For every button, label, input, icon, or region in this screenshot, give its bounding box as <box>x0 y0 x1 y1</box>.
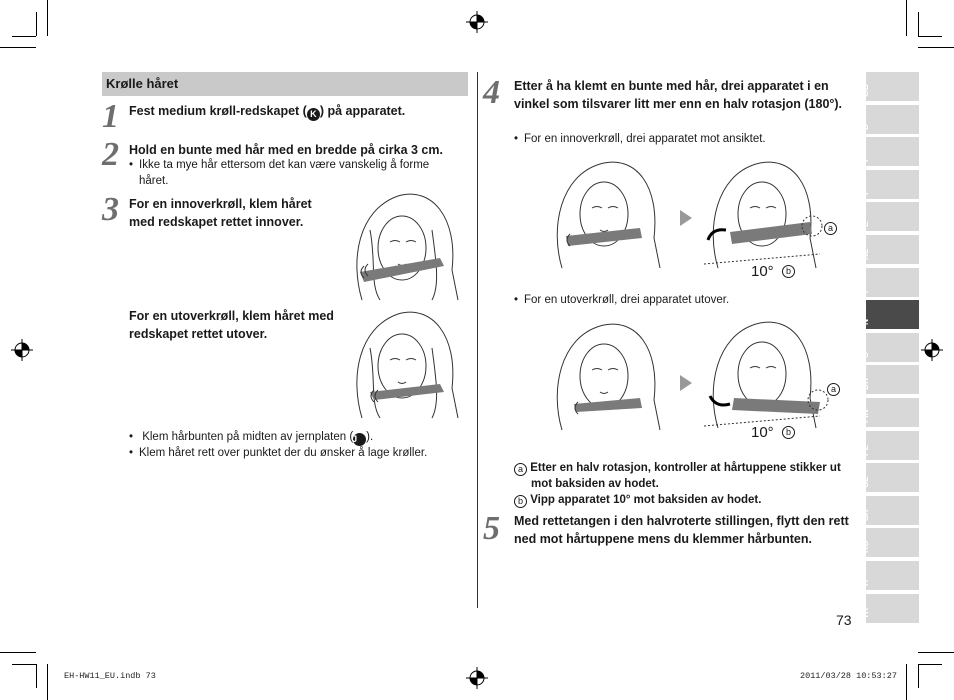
label-a: a <box>514 463 527 476</box>
language-tab-label: DK <box>860 378 870 391</box>
note-a-text: Etter en halv rotasjon, kontroller at hårtuppene stikker ut mot baksiden av hodet. <box>530 462 841 490</box>
crop-mark <box>918 664 919 688</box>
step-2-text: Hold en bunte med hår med en bredde på cirka 3 cm. <box>129 143 443 157</box>
step-2-bullet: • Ikke ta mye hår ettersom det kan være vanskelig å forme håret. <box>129 157 459 189</box>
next-arrow-icon <box>680 375 692 391</box>
language-tab-label: D <box>860 123 870 130</box>
language-tab-label: H <box>860 579 870 586</box>
column-divider <box>477 72 478 608</box>
crop-mark <box>906 0 907 36</box>
attachment-j-icon: J <box>353 433 366 446</box>
footer-timestamp: 2011/03/28 10:53:27 <box>800 671 897 681</box>
language-tab-cz[interactable] <box>860 463 919 492</box>
language-tab-label: GB <box>860 84 870 97</box>
crop-mark <box>36 12 37 36</box>
registration-mark-icon <box>466 11 488 33</box>
label-a: a <box>827 383 840 396</box>
outward-curl-illustration <box>340 308 462 420</box>
step-3-bullet-1-b: ). <box>366 431 374 443</box>
language-tab-pl[interactable] <box>860 431 919 460</box>
crop-mark <box>36 664 37 688</box>
language-tab-ro[interactable] <box>860 528 919 557</box>
step-1-text <box>129 102 469 121</box>
registration-mark-icon <box>921 339 943 361</box>
step-5-text: Med rettetangen i den halvroterte stillingen, flytt den rett ned mot hårtuppene mens du klemmer hårbunten. <box>514 514 849 546</box>
language-tab-sk[interactable] <box>860 496 919 525</box>
language-tab-d[interactable] <box>860 105 919 134</box>
rotate-inward-end-illustration <box>700 158 840 270</box>
step-number: 2 <box>102 136 119 173</box>
language-tab-f[interactable] <box>860 137 919 166</box>
next-arrow-icon <box>680 210 692 226</box>
crop-mark <box>918 12 919 36</box>
crop-mark <box>918 47 954 48</box>
language-tab-h[interactable] <box>860 561 919 590</box>
note-b <box>514 492 844 508</box>
language-tab-s[interactable] <box>860 333 919 362</box>
language-tab-label: I <box>860 192 870 195</box>
crop-mark <box>918 664 942 665</box>
crop-mark <box>12 36 36 37</box>
step-number: 5 <box>483 510 500 547</box>
inward-curl-illustration <box>340 190 462 302</box>
crop-mark <box>47 0 48 36</box>
registration-mark-icon <box>11 339 33 361</box>
step-3-inward-text: For en innoverkrøll, klem håret med redskapet rettet innover. <box>129 197 312 229</box>
crop-mark <box>0 652 36 653</box>
language-tab-label: N <box>860 319 870 326</box>
note-a <box>514 460 844 492</box>
language-tab-dk[interactable] <box>860 365 919 394</box>
crop-mark <box>0 47 36 48</box>
label-a: a <box>824 222 837 235</box>
language-tab-label: FIN <box>860 409 870 423</box>
attachment-k-icon: K <box>307 108 320 121</box>
angle-label: 10° <box>751 263 774 280</box>
language-tab-fin[interactable] <box>860 398 919 427</box>
language-tab-label: F <box>860 156 870 163</box>
language-tab-label: TR <box>860 607 870 619</box>
crop-mark <box>47 664 48 700</box>
angle-label: 10° <box>751 424 774 441</box>
step-number: 4 <box>483 74 500 111</box>
step-3-outward-text: For en utoverkrøll, klem håret med redskapet rettet utover. <box>129 309 334 341</box>
section-title: Krølle håret <box>102 72 468 96</box>
label-b: b <box>782 265 795 278</box>
step-number: 1 <box>102 98 119 135</box>
crop-mark <box>918 36 942 37</box>
step-3-bullet-2: • Klem håret rett over punktet der du ønsker å lage krøller. <box>129 445 469 461</box>
step-4-bullet-outward: • For en utoverkrøll, drei apparatet utover. <box>514 292 854 308</box>
registration-mark-icon <box>466 667 488 689</box>
language-tab-label: RO <box>860 540 870 554</box>
page-number: 73 <box>836 612 852 628</box>
language-tab-label: NL <box>860 248 870 260</box>
rotate-outward-start-illustration <box>544 320 664 432</box>
language-tab-label: P <box>860 286 870 293</box>
step-1-text-b: ) på apparatet. <box>319 104 406 118</box>
step-3-bullet-1 <box>129 429 469 446</box>
language-tab-n[interactable] <box>860 300 919 329</box>
crop-mark <box>918 652 954 653</box>
rotate-inward-start-illustration <box>544 158 664 270</box>
language-tab-label: CZ <box>860 476 870 489</box>
language-tab-label: PL <box>860 444 870 456</box>
label-b: b <box>782 426 795 439</box>
step-4-bullet-inward: • For en innoverkrøll, drei apparatet mot ansiktet. <box>514 131 854 147</box>
note-b-text: Vipp apparatet 10° mot baksiden av hodet. <box>530 494 762 506</box>
label-b: b <box>514 495 527 508</box>
step-number: 3 <box>102 191 119 228</box>
crop-mark <box>12 664 36 665</box>
step-3-bullet-1-a: Klem hårbunten på midten av jernplaten ( <box>142 431 354 443</box>
language-tab-tr[interactable] <box>860 594 919 623</box>
language-tab-label: S <box>860 352 870 358</box>
language-tab-label: SK <box>860 508 870 521</box>
language-tab-nl[interactable] <box>860 235 919 264</box>
language-tab-e[interactable] <box>860 202 919 231</box>
crop-mark <box>906 664 907 700</box>
language-tab-p[interactable] <box>860 268 919 297</box>
footer-file: EH-HW11_EU.indb 73 <box>64 671 156 681</box>
language-tab-label: E <box>860 221 870 228</box>
rotate-outward-end-illustration <box>700 318 840 430</box>
language-tab-gb[interactable] <box>860 72 919 101</box>
language-tab-i[interactable] <box>860 170 919 199</box>
step-1-text-a: Fest medium krøll-redskapet ( <box>129 104 307 118</box>
step-4-text: Etter å ha klemt en bunte med hår, drei apparatet i en vinkel som tilsvarer litt mer enn en halv rotasjon (180°). <box>514 79 843 111</box>
